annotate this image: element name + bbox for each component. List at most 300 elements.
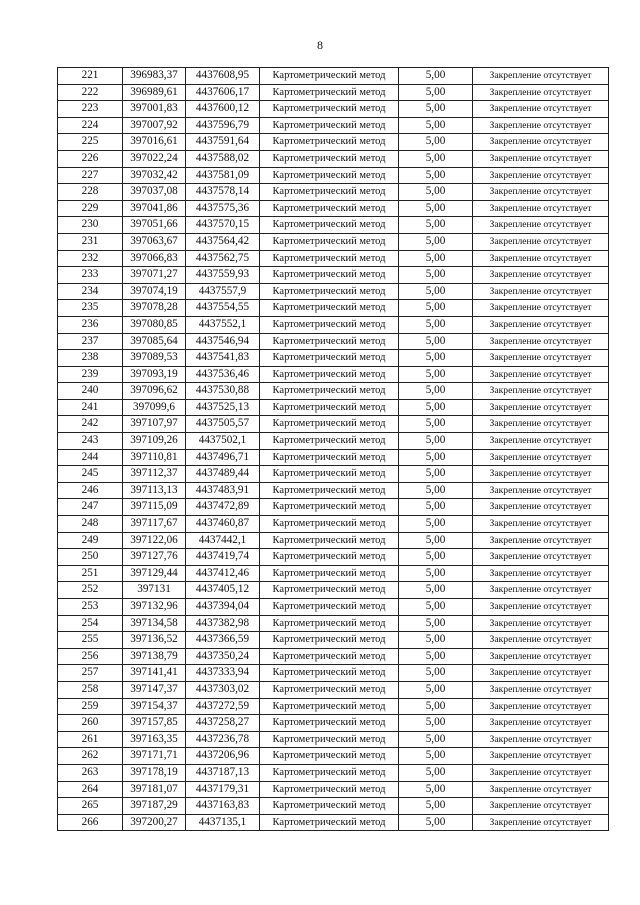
x-coordinate-cell: 397136,52	[123, 632, 186, 649]
fixation-cell: Закрепление отсутствует	[473, 565, 609, 582]
accuracy-cell: 5,00	[399, 350, 473, 367]
y-coordinate-cell: 4437578,14	[186, 184, 260, 201]
method-cell: Картометрический метод	[260, 731, 399, 748]
method-cell: Картометрический метод	[260, 549, 399, 566]
x-coordinate-cell: 397109,26	[123, 433, 186, 450]
point-number-cell: 227	[58, 167, 123, 184]
point-number-cell: 230	[58, 217, 123, 234]
y-coordinate-cell: 4437135,1	[186, 814, 260, 831]
table-row	[58, 582, 609, 599]
table-row	[58, 366, 609, 383]
table-row	[58, 416, 609, 433]
point-number-cell: 226	[58, 150, 123, 167]
method-cell: Картометрический метод	[260, 615, 399, 632]
table-row	[58, 316, 609, 333]
y-coordinate-cell: 4437588,02	[186, 150, 260, 167]
x-coordinate-cell: 397016,61	[123, 134, 186, 151]
y-coordinate-cell: 4437489,44	[186, 466, 260, 483]
fixation-cell: Закрепление отсутствует	[473, 632, 609, 649]
table-row	[58, 731, 609, 748]
accuracy-cell: 5,00	[399, 101, 473, 118]
method-cell: Картометрический метод	[260, 117, 399, 134]
method-cell: Картометрический метод	[260, 466, 399, 483]
point-number-cell: 239	[58, 366, 123, 383]
accuracy-cell: 5,00	[399, 764, 473, 781]
accuracy-cell: 5,00	[399, 68, 473, 85]
table-row	[58, 482, 609, 499]
fixation-cell: Закрепление отсутствует	[473, 798, 609, 815]
method-cell: Картометрический метод	[260, 781, 399, 798]
fixation-cell: Закрепление отсутствует	[473, 781, 609, 798]
x-coordinate-cell: 397181,07	[123, 781, 186, 798]
method-cell: Картометрический метод	[260, 283, 399, 300]
fixation-cell: Закрепление отсутствует	[473, 499, 609, 516]
point-number-cell: 263	[58, 764, 123, 781]
accuracy-cell: 5,00	[399, 300, 473, 317]
method-cell: Картометрический метод	[260, 698, 399, 715]
y-coordinate-cell: 4437562,75	[186, 250, 260, 267]
y-coordinate-cell: 4437541,83	[186, 350, 260, 367]
fixation-cell: Закрепление отсутствует	[473, 333, 609, 350]
y-coordinate-cell: 4437554,55	[186, 300, 260, 317]
point-number-cell: 266	[58, 814, 123, 831]
y-coordinate-cell: 4437502,1	[186, 433, 260, 450]
y-coordinate-cell: 4437557,9	[186, 283, 260, 300]
accuracy-cell: 5,00	[399, 599, 473, 616]
accuracy-cell: 5,00	[399, 250, 473, 267]
method-cell: Картометрический метод	[260, 648, 399, 665]
method-cell: Картометрический метод	[260, 416, 399, 433]
table-row	[58, 698, 609, 715]
y-coordinate-cell: 4437591,64	[186, 134, 260, 151]
x-coordinate-cell: 397093,19	[123, 366, 186, 383]
method-cell: Картометрический метод	[260, 150, 399, 167]
fixation-cell: Закрепление отсутствует	[473, 150, 609, 167]
point-number-cell: 228	[58, 184, 123, 201]
method-cell: Картометрический метод	[260, 499, 399, 516]
point-number-cell: 264	[58, 781, 123, 798]
accuracy-cell: 5,00	[399, 433, 473, 450]
point-number-cell: 238	[58, 350, 123, 367]
accuracy-cell: 5,00	[399, 565, 473, 582]
y-coordinate-cell: 4437163,83	[186, 798, 260, 815]
fixation-cell: Закрепление отсутствует	[473, 101, 609, 118]
y-coordinate-cell: 4437442,1	[186, 532, 260, 549]
method-cell: Картометрический метод	[260, 383, 399, 400]
x-coordinate-cell: 397071,27	[123, 267, 186, 284]
accuracy-cell: 5,00	[399, 84, 473, 101]
method-cell: Картометрический метод	[260, 250, 399, 267]
point-number-cell: 265	[58, 798, 123, 815]
method-cell: Картометрический метод	[260, 764, 399, 781]
x-coordinate-cell: 397078,28	[123, 300, 186, 317]
fixation-cell: Закрепление отсутствует	[473, 516, 609, 533]
page-number: 8	[317, 38, 323, 52]
method-cell: Картометрический метод	[260, 134, 399, 151]
point-number-cell: 244	[58, 449, 123, 466]
accuracy-cell: 5,00	[399, 316, 473, 333]
fixation-cell: Закрепление отсутствует	[473, 167, 609, 184]
x-coordinate-cell: 397129,44	[123, 565, 186, 582]
point-number-cell: 231	[58, 233, 123, 250]
table-row	[58, 184, 609, 201]
x-coordinate-cell: 397131	[123, 582, 186, 599]
point-number-cell: 254	[58, 615, 123, 632]
table-row	[58, 648, 609, 665]
point-number-cell: 234	[58, 283, 123, 300]
table-row	[58, 599, 609, 616]
point-number-cell: 245	[58, 466, 123, 483]
point-number-cell: 241	[58, 399, 123, 416]
point-number-cell: 260	[58, 715, 123, 732]
y-coordinate-cell: 4437412,46	[186, 565, 260, 582]
point-number-cell: 229	[58, 200, 123, 217]
y-coordinate-cell: 4437419,74	[186, 549, 260, 566]
accuracy-cell: 5,00	[399, 482, 473, 499]
method-cell: Картометрический метод	[260, 565, 399, 582]
table-row	[58, 217, 609, 234]
point-number-cell: 242	[58, 416, 123, 433]
x-coordinate-cell: 397089,53	[123, 350, 186, 367]
y-coordinate-cell: 4437606,17	[186, 84, 260, 101]
x-coordinate-cell: 397178,19	[123, 764, 186, 781]
fixation-cell: Закрепление отсутствует	[473, 615, 609, 632]
method-cell: Картометрический метод	[260, 482, 399, 499]
method-cell: Картометрический метод	[260, 798, 399, 815]
x-coordinate-cell: 397032,42	[123, 167, 186, 184]
accuracy-cell: 5,00	[399, 715, 473, 732]
coordinates-table-body	[58, 68, 609, 831]
method-cell: Картометрический метод	[260, 715, 399, 732]
point-number-cell: 246	[58, 482, 123, 499]
x-coordinate-cell: 397134,58	[123, 615, 186, 632]
coordinates-table	[57, 67, 609, 831]
table-row	[58, 665, 609, 682]
accuracy-cell: 5,00	[399, 698, 473, 715]
method-cell: Картометрический метод	[260, 632, 399, 649]
table-row	[58, 466, 609, 483]
y-coordinate-cell: 4437505,57	[186, 416, 260, 433]
x-coordinate-cell: 396989,61	[123, 84, 186, 101]
fixation-cell: Закрепление отсутствует	[473, 599, 609, 616]
table-row	[58, 516, 609, 533]
accuracy-cell: 5,00	[399, 781, 473, 798]
x-coordinate-cell: 397115,09	[123, 499, 186, 516]
accuracy-cell: 5,00	[399, 632, 473, 649]
point-number-cell: 252	[58, 582, 123, 599]
fixation-cell: Закрепление отсутствует	[473, 648, 609, 665]
table-row	[58, 632, 609, 649]
table-row	[58, 615, 609, 632]
accuracy-cell: 5,00	[399, 366, 473, 383]
point-number-cell: 253	[58, 599, 123, 616]
x-coordinate-cell: 397132,96	[123, 599, 186, 616]
x-coordinate-cell: 397110,81	[123, 449, 186, 466]
accuracy-cell: 5,00	[399, 217, 473, 234]
method-cell: Картометрический метод	[260, 350, 399, 367]
point-number-cell: 259	[58, 698, 123, 715]
accuracy-cell: 5,00	[399, 200, 473, 217]
table-row	[58, 68, 609, 85]
fixation-cell: Закрепление отсутствует	[473, 532, 609, 549]
x-coordinate-cell: 397074,19	[123, 283, 186, 300]
y-coordinate-cell: 4437382,98	[186, 615, 260, 632]
y-coordinate-cell: 4437303,02	[186, 681, 260, 698]
accuracy-cell: 5,00	[399, 516, 473, 533]
y-coordinate-cell: 4437596,79	[186, 117, 260, 134]
accuracy-cell: 5,00	[399, 582, 473, 599]
fixation-cell: Закрепление отсутствует	[473, 68, 609, 85]
method-cell: Картометрический метод	[260, 516, 399, 533]
x-coordinate-cell: 397063,67	[123, 233, 186, 250]
accuracy-cell: 5,00	[399, 466, 473, 483]
accuracy-cell: 5,00	[399, 615, 473, 632]
fixation-cell: Закрепление отсутствует	[473, 267, 609, 284]
table-row	[58, 781, 609, 798]
accuracy-cell: 5,00	[399, 333, 473, 350]
accuracy-cell: 5,00	[399, 798, 473, 815]
fixation-cell: Закрепление отсутствует	[473, 731, 609, 748]
accuracy-cell: 5,00	[399, 134, 473, 151]
method-cell: Картометрический метод	[260, 814, 399, 831]
point-number-cell: 261	[58, 731, 123, 748]
table-row	[58, 200, 609, 217]
table-row	[58, 433, 609, 450]
point-number-cell: 251	[58, 565, 123, 582]
accuracy-cell: 5,00	[399, 283, 473, 300]
y-coordinate-cell: 4437570,15	[186, 217, 260, 234]
point-number-cell: 225	[58, 134, 123, 151]
x-coordinate-cell: 397122,06	[123, 532, 186, 549]
fixation-cell: Закрепление отсутствует	[473, 449, 609, 466]
method-cell: Картометрический метод	[260, 366, 399, 383]
method-cell: Картометрический метод	[260, 399, 399, 416]
fixation-cell: Закрепление отсутствует	[473, 117, 609, 134]
fixation-cell: Закрепление отсутствует	[473, 681, 609, 698]
method-cell: Картометрический метод	[260, 68, 399, 85]
fixation-cell: Закрепление отсутствует	[473, 250, 609, 267]
fixation-cell: Закрепление отсутствует	[473, 134, 609, 151]
point-number-cell: 221	[58, 68, 123, 85]
point-number-cell: 233	[58, 267, 123, 284]
method-cell: Картометрический метод	[260, 84, 399, 101]
fixation-cell: Закрепление отсутствует	[473, 233, 609, 250]
point-number-cell: 250	[58, 549, 123, 566]
x-coordinate-cell: 397154,37	[123, 698, 186, 715]
fixation-cell: Закрепление отсутствует	[473, 200, 609, 217]
table-row	[58, 449, 609, 466]
fixation-cell: Закрепление отсутствует	[473, 383, 609, 400]
fixation-cell: Закрепление отсутствует	[473, 748, 609, 765]
x-coordinate-cell: 397187,29	[123, 798, 186, 815]
method-cell: Картометрический метод	[260, 267, 399, 284]
table-row	[58, 333, 609, 350]
table-row	[58, 798, 609, 815]
method-cell: Картометрический метод	[260, 748, 399, 765]
x-coordinate-cell: 397157,85	[123, 715, 186, 732]
y-coordinate-cell: 4437546,94	[186, 333, 260, 350]
method-cell: Картометрический метод	[260, 665, 399, 682]
y-coordinate-cell: 4437608,95	[186, 68, 260, 85]
table-row	[58, 532, 609, 549]
fixation-cell: Закрепление отсутствует	[473, 665, 609, 682]
y-coordinate-cell: 4437536,46	[186, 366, 260, 383]
accuracy-cell: 5,00	[399, 267, 473, 284]
fixation-cell: Закрепление отсутствует	[473, 217, 609, 234]
method-cell: Картометрический метод	[260, 316, 399, 333]
accuracy-cell: 5,00	[399, 416, 473, 433]
accuracy-cell: 5,00	[399, 681, 473, 698]
x-coordinate-cell: 397107,97	[123, 416, 186, 433]
fixation-cell: Закрепление отсутствует	[473, 416, 609, 433]
table-row	[58, 84, 609, 101]
method-cell: Картометрический метод	[260, 532, 399, 549]
x-coordinate-cell: 397171,71	[123, 748, 186, 765]
fixation-cell: Закрепление отсутствует	[473, 549, 609, 566]
y-coordinate-cell: 4437405,12	[186, 582, 260, 599]
x-coordinate-cell: 397037,08	[123, 184, 186, 201]
point-number-cell: 236	[58, 316, 123, 333]
point-number-cell: 240	[58, 383, 123, 400]
table-row	[58, 233, 609, 250]
fixation-cell: Закрепление отсутствует	[473, 316, 609, 333]
fixation-cell: Закрепление отсутствует	[473, 366, 609, 383]
accuracy-cell: 5,00	[399, 731, 473, 748]
fixation-cell: Закрепление отсутствует	[473, 184, 609, 201]
point-number-cell: 235	[58, 300, 123, 317]
x-coordinate-cell: 397127,76	[123, 549, 186, 566]
method-cell: Картометрический метод	[260, 217, 399, 234]
accuracy-cell: 5,00	[399, 532, 473, 549]
y-coordinate-cell: 4437552,1	[186, 316, 260, 333]
point-number-cell: 237	[58, 333, 123, 350]
method-cell: Картометрический метод	[260, 101, 399, 118]
accuracy-cell: 5,00	[399, 117, 473, 134]
table-row	[58, 715, 609, 732]
table-row	[58, 101, 609, 118]
fixation-cell: Закрепление отсутствует	[473, 300, 609, 317]
point-number-cell: 262	[58, 748, 123, 765]
point-number-cell: 249	[58, 532, 123, 549]
table-row	[58, 300, 609, 317]
point-number-cell: 256	[58, 648, 123, 665]
method-cell: Картометрический метод	[260, 300, 399, 317]
y-coordinate-cell: 4437581,09	[186, 167, 260, 184]
y-coordinate-cell: 4437258,27	[186, 715, 260, 732]
y-coordinate-cell: 4437366,59	[186, 632, 260, 649]
accuracy-cell: 5,00	[399, 665, 473, 682]
fixation-cell: Закрепление отсутствует	[473, 466, 609, 483]
x-coordinate-cell: 397085,64	[123, 333, 186, 350]
y-coordinate-cell: 4437187,13	[186, 764, 260, 781]
table-row	[58, 350, 609, 367]
table-row	[58, 383, 609, 400]
point-number-cell: 232	[58, 250, 123, 267]
y-coordinate-cell: 4437530,88	[186, 383, 260, 400]
y-coordinate-cell: 4437206,96	[186, 748, 260, 765]
point-number-cell: 222	[58, 84, 123, 101]
table-row	[58, 399, 609, 416]
x-coordinate-cell: 397113,13	[123, 482, 186, 499]
fixation-cell: Закрепление отсутствует	[473, 433, 609, 450]
fixation-cell: Закрепление отсутствует	[473, 582, 609, 599]
point-number-cell: 243	[58, 433, 123, 450]
x-coordinate-cell: 397141,41	[123, 665, 186, 682]
table-row	[58, 250, 609, 267]
y-coordinate-cell: 4437600,12	[186, 101, 260, 118]
x-coordinate-cell: 397147,37	[123, 681, 186, 698]
x-coordinate-cell: 397117,67	[123, 516, 186, 533]
fixation-cell: Закрепление отсутствует	[473, 84, 609, 101]
accuracy-cell: 5,00	[399, 549, 473, 566]
x-coordinate-cell: 397001,83	[123, 101, 186, 118]
accuracy-cell: 5,00	[399, 449, 473, 466]
x-coordinate-cell: 397066,83	[123, 250, 186, 267]
y-coordinate-cell: 4437483,91	[186, 482, 260, 499]
table-row	[58, 549, 609, 566]
y-coordinate-cell: 4437350,24	[186, 648, 260, 665]
fixation-cell: Закрепление отсутствует	[473, 814, 609, 831]
point-number-cell: 223	[58, 101, 123, 118]
y-coordinate-cell: 4437525,13	[186, 399, 260, 416]
method-cell: Картометрический метод	[260, 167, 399, 184]
y-coordinate-cell: 4437559,93	[186, 267, 260, 284]
x-coordinate-cell: 397112,37	[123, 466, 186, 483]
y-coordinate-cell: 4437575,36	[186, 200, 260, 217]
fixation-cell: Закрепление отсутствует	[473, 283, 609, 300]
x-coordinate-cell: 397007,92	[123, 117, 186, 134]
method-cell: Картометрический метод	[260, 599, 399, 616]
method-cell: Картометрический метод	[260, 200, 399, 217]
y-coordinate-cell: 4437272,59	[186, 698, 260, 715]
method-cell: Картометрический метод	[260, 184, 399, 201]
y-coordinate-cell: 4437472,89	[186, 499, 260, 516]
fixation-cell: Закрепление отсутствует	[473, 764, 609, 781]
table-row	[58, 134, 609, 151]
method-cell: Картометрический метод	[260, 449, 399, 466]
x-coordinate-cell: 396983,37	[123, 68, 186, 85]
x-coordinate-cell: 397051,66	[123, 217, 186, 234]
table-row	[58, 814, 609, 831]
accuracy-cell: 5,00	[399, 167, 473, 184]
table-row	[58, 167, 609, 184]
x-coordinate-cell: 397022,24	[123, 150, 186, 167]
method-cell: Картометрический метод	[260, 433, 399, 450]
method-cell: Картометрический метод	[260, 582, 399, 599]
method-cell: Картометрический метод	[260, 233, 399, 250]
accuracy-cell: 5,00	[399, 399, 473, 416]
accuracy-cell: 5,00	[399, 233, 473, 250]
table-row	[58, 764, 609, 781]
fixation-cell: Закрепление отсутствует	[473, 482, 609, 499]
x-coordinate-cell: 397163,35	[123, 731, 186, 748]
fixation-cell: Закрепление отсутствует	[473, 350, 609, 367]
accuracy-cell: 5,00	[399, 184, 473, 201]
table-row	[58, 150, 609, 167]
table-row	[58, 748, 609, 765]
y-coordinate-cell: 4437236,78	[186, 731, 260, 748]
x-coordinate-cell: 397138,79	[123, 648, 186, 665]
accuracy-cell: 5,00	[399, 150, 473, 167]
table-row	[58, 267, 609, 284]
point-number-cell: 224	[58, 117, 123, 134]
table-row	[58, 283, 609, 300]
accuracy-cell: 5,00	[399, 499, 473, 516]
table-row	[58, 117, 609, 134]
x-coordinate-cell: 397041,86	[123, 200, 186, 217]
x-coordinate-cell: 397099,6	[123, 399, 186, 416]
y-coordinate-cell: 4437394,04	[186, 599, 260, 616]
